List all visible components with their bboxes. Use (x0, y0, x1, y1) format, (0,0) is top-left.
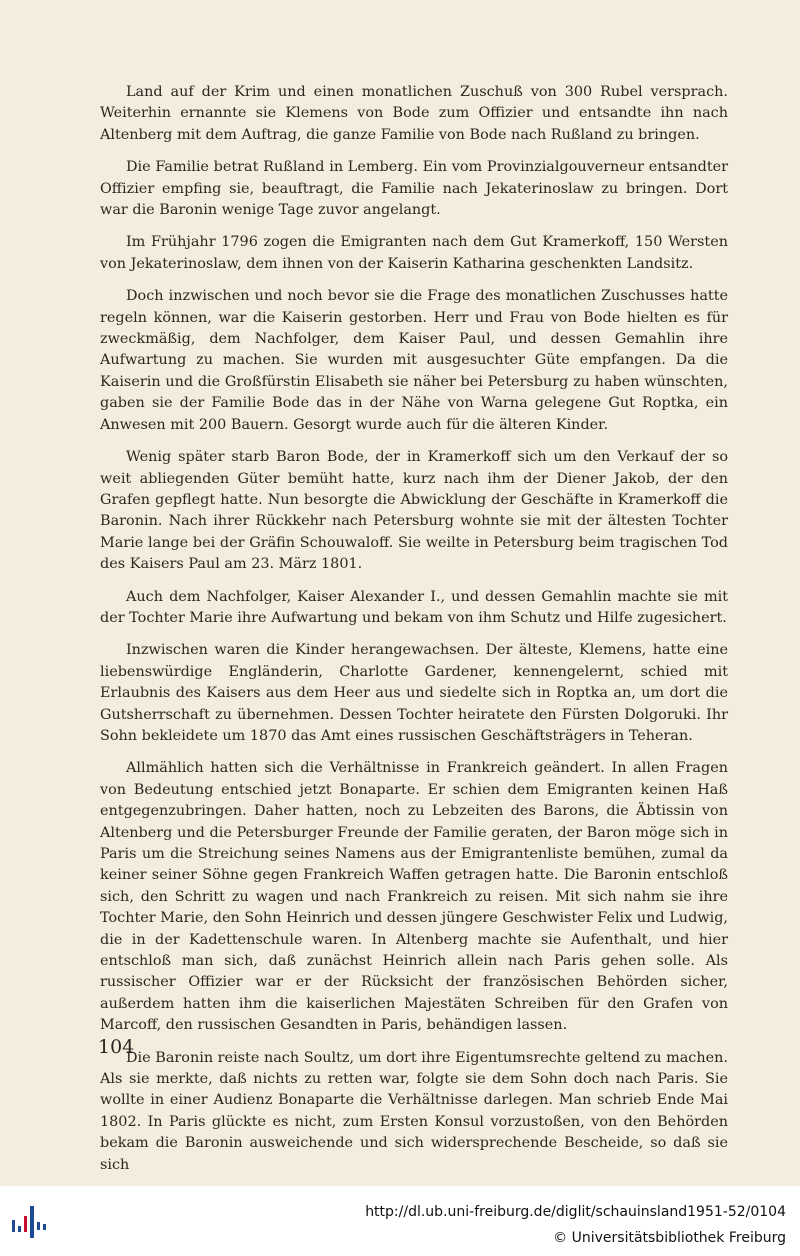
source-url-link[interactable]: http://dl.ub.uni-freiburg.de/diglit/schauinsland1951-52/0104 (365, 1204, 786, 1220)
ub-freiburg-logo-icon (10, 1202, 50, 1242)
paragraph-1: Land auf der Krim und einen monatlichen Zuschuß von 300 Rubel versprach. Weiterhin ernannte sie Klemens von Bode zum Offizier und entsandte ihn nach Altenberg mit dem Auftrag, die ganze Familie von Bode nach Rußland zu bringen. (100, 84, 728, 143)
paragraph-4: Doch inzwischen und noch bevor sie die Frage des monatlichen Zuschusses hatte regeln können, war die Kaiserin gestorben. Herr und Frau von Bode hielten es für zweckmäßig, dem Nachfolger, dem Kaiser Paul, und dessen Gemahlin ihre Aufwartung zu machen. Sie wurden mit ausgesuchter Güte empfangen. Da die Kaiserin und die Großfürstin Elisabeth sie näher bei Petersburg zu haben wünschten, gaben sie der Familie Bode das in der Nähe von Warna gelegene Gut Roptka, ein Anwesen mit 200 Bauern. Gesorgt wurde auch für die älteren Kinder. (100, 288, 728, 433)
footer (0, 1186, 800, 1256)
copyright-text: © Universitätsbibliothek Freiburg (553, 1230, 786, 1246)
page-number: 104 (98, 1036, 135, 1058)
body-text (100, 82, 728, 1187)
paragraph-5: Wenig später starb Baron Bode, der in Kramerkoff sich um den Verkauf der so weit abliegenden Güter bemüht hatte, kurz nach ihm der Diener Jakob, der den Grafen gepflegt hatte. Nun besorgte die Abwicklung der Geschäfte in Kramerkoff die Baronin. Nach ihrer Rückkehr nach Petersburg wohnte sie mit der ältesten Tochter Marie lange bei der Gräfin Schouwaloff. Sie weilte in Petersburg beim tragischen Tod des Kaisers Paul am 23. März 1801. (100, 449, 728, 573)
paragraph-3: Im Frühjahr 1796 zogen die Emigranten nach dem Gut Kramerkoff, 150 Wersten von Jekaterinoslaw, dem ihnen von der Kaiserin Katharina geschenkten Landsitz. (100, 234, 728, 272)
paragraph-6: Auch dem Nachfolger, Kaiser Alexander I., und dessen Gemahlin machte sie mit der Tochter Marie ihre Aufwartung und bekam von ihm Schutz und Hilfe zugesichert. (100, 588, 728, 626)
paragraph-9: Die Baronin reiste nach Soultz, um dort ihre Eigentumsrechte geltend zu machen. Als sie merkte, daß nichts zu retten war, folgte sie dem Sohn doch nach Paris. Sie wollte in einer Audienz Bonaparte die Verhältnisse darlegen. Man schrieb Ende Mai 1802. In Paris glückte es nicht, zum Ersten Konsul vorzustoßen, von den Behörden bekam die Baronin ausweichende und sich widersprechende Bescheide, so daß sie sich (100, 1049, 728, 1173)
paragraph-2: Die Familie betrat Rußland in Lemberg. Ein vom Provinzialgouverneur entsandter Offizier empfing sie, beauftragt, die Familie nach Jekaterinoslaw zu bringen. Dort war die Baronin wenige Tage zuvor angelangt. (100, 159, 728, 219)
paragraph-7: Inzwischen waren die Kinder herangewachsen. Der älteste, Klemens, hatte eine liebenswürdige Engländerin, Charlotte Gardener, kennengelernt, schied mit Erlaubnis des Kaisers aus dem Heer aus und siedelte sich in Roptka an, um dort die Gutsherrschaft zu übernehmen. Dessen Tochter heiratete den Fürsten Dolgoruki. Ihr Sohn bekleidete um 1870 das Amt eines russischen Geschäftsträgers in Teheran. (100, 642, 728, 744)
paragraph-8: Allmählich hatten sich die Verhältnisse in Frankreich geändert. In allen Fragen von Bedeutung entschied jetzt Bonaparte. Er schien dem Emigranten keinen Haß entgegenzubringen. Daher hatten, noch zu Lebzeiten des Barons, die Äbtissin von Altenberg und die Petersburger Freunde der Familie geraten, der Baron möge sich in Paris um die Streichung seines Namens aus der Emigrantenliste bemühen, zumal da keiner seiner Söhne gegen Frankreich Waffen getragen hatte. Die Baronin entschloß sich, den Schritt zu wagen und nach Frankreich zu reisen. Mit sich nahm sie ihre Tochter Marie, den Sohn Heinrich und dessen jüngere Geschwister Felix und Ludwig, die in der Kadettenschule waren. In Altenberg machte sie Aufenthalt, und hier entschloß man sich, daß zunächst Heinrich allein nach Paris gehen solle. Als russischer Offizier war er der Rücksicht der französischen Behörden sicher, außerdem hatten ihm die kaiserlichen Majestäten Schreiben für den Grafen von Marcoff, den russischen Gesandten in Paris, behändigen lassen. (100, 760, 728, 1034)
